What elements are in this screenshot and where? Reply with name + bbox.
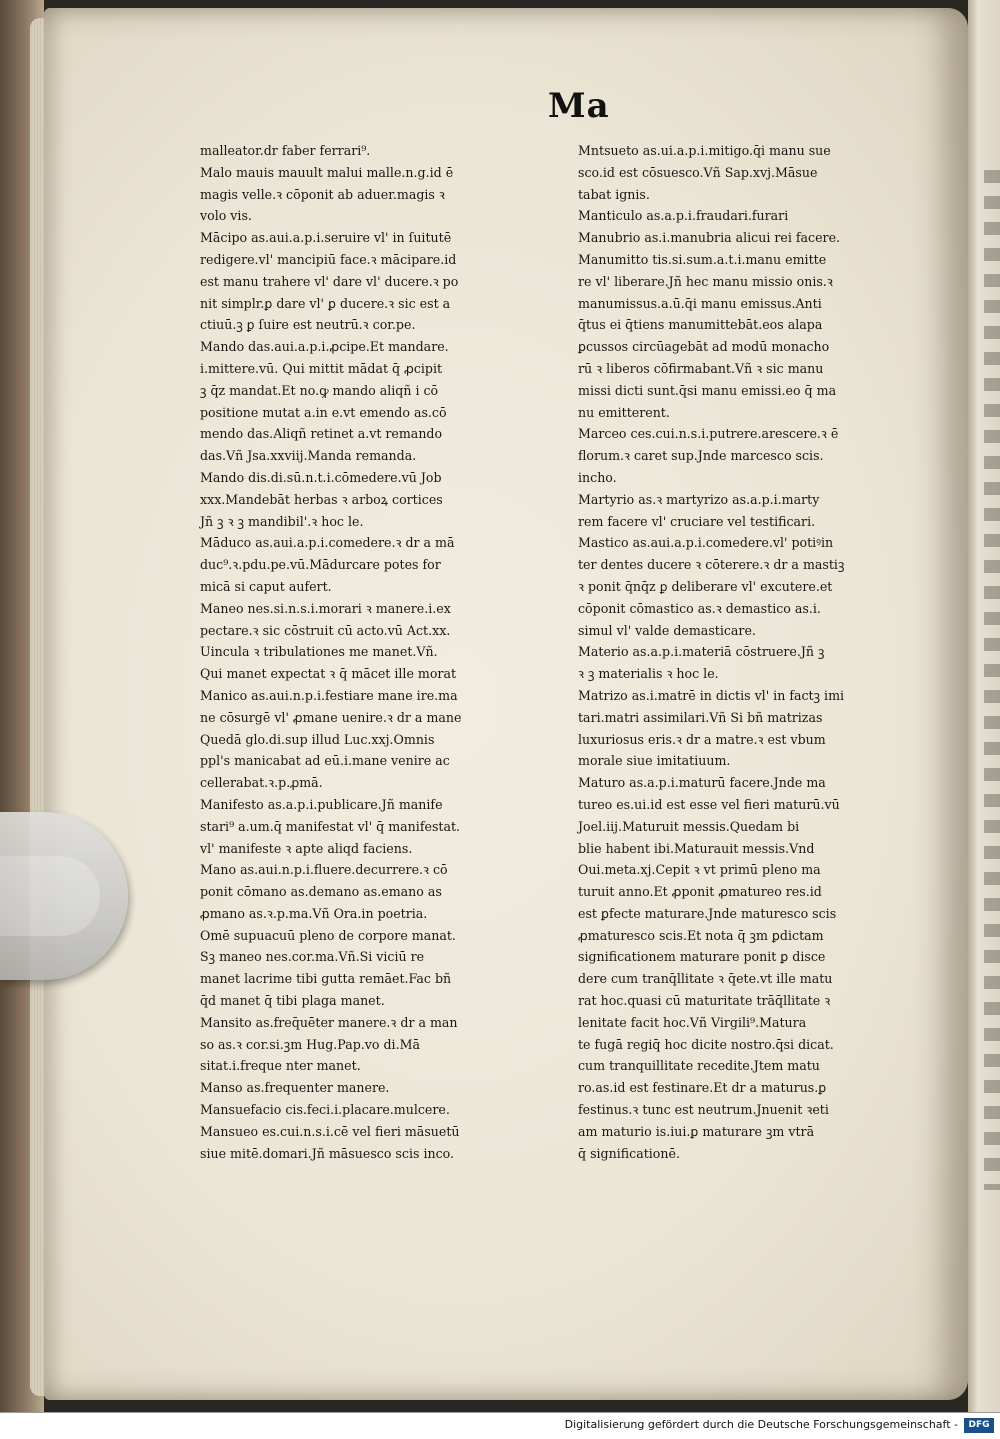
- facing-page-text: [984, 170, 1000, 1190]
- text-line: Maneo nes.si.n.s.i.morari ꝛ manere.i.ex: [200, 600, 451, 616]
- text-line: Manumitto tis.si.sum.a.t.i.manu emitte: [578, 251, 827, 267]
- text-line: Mastico as.aui.a.p.i.comedere.vl' potiꝰin: [578, 535, 834, 551]
- text-line: positione mutat a.in e.vt emendo as.cō: [200, 404, 447, 420]
- text-line: nit simplr.ꝑ dare vl' ꝑ ducere.ꝛ sic est a: [200, 295, 451, 311]
- text-line: q̄tus ei q̄tiens manumittebāt.eos alapa: [578, 317, 823, 333]
- text-line: nu emitterent.: [578, 404, 670, 420]
- text-line: Māduco as.aui.a.p.i.comedere.ꝛ dr a mā: [200, 535, 455, 551]
- text-line: Omē supuacuū pleno de corpore manat.: [200, 927, 456, 943]
- text-line: redigere.vl' mancipiū face.ꝛ mācipare.id: [200, 251, 457, 267]
- text-line: Oui.meta.xj.Cepit ꝛ vt primū pleno ma: [578, 862, 821, 878]
- text-line: q̄ significationē.: [578, 1145, 680, 1161]
- dfg-logo: DFG: [964, 1418, 994, 1433]
- text-line: festinus.ꝛ tunc est neutrum.Jnuenit ꝛeti: [578, 1102, 829, 1118]
- text-line: Uincula ꝛ tribulationes me manet.Vñ.: [200, 644, 438, 660]
- text-line: Mando das.aui.a.p.i.ꝓcipe.Et mandare.: [200, 339, 449, 355]
- text-line: simul vl' valde demasticare.: [578, 622, 756, 638]
- text-line: te fugā regiq̄ hoc dicite nostro.q̄si dicat.: [578, 1036, 834, 1052]
- text-line: mendo das.Aliqñ retinet a.vt remando: [200, 426, 443, 442]
- text-line: est manu trahere vl' dare vl' ducere.ꝛ po: [200, 273, 459, 289]
- text-line: Marceo ces.cui.n.s.i.putrere.arescere.ꝛ ē: [578, 426, 839, 442]
- text-line: manumissus.a.ū.q̄i manu emissus.Anti: [578, 295, 822, 311]
- text-line: rem facere vl' cruciare vel testificari.: [578, 513, 816, 529]
- text-line: Manso as.frequenter manere.: [200, 1080, 390, 1096]
- text-line: ꝛ ponit q̄nq̄z ꝑ deliberare vl' excutere.et: [578, 578, 833, 594]
- text-line: dere cum tranq̄llitate ꝛ q̄ete.vt ille matu: [578, 971, 833, 987]
- running-headword: Ma: [548, 86, 610, 126]
- text-line: Matrizo as.i.matrē in dictis vl' in factꝫ imi: [578, 687, 845, 703]
- footer-credit: Digitalisierung gefördert durch die Deutsche Forschungsgemeinschaft -: [564, 1418, 958, 1431]
- text-line: ter dentes ducere ꝛ cōterere.ꝛ dr a mastiꝫ: [578, 557, 845, 573]
- text-line: ꝑcussos circūagebāt ad modū monacho: [578, 339, 830, 355]
- text-line: missi dicti sunt.q̄si manu emissi.eo q̄ ma: [578, 382, 837, 398]
- text-line: cellerabat.ꝛ.p.ꝓmā.: [200, 775, 323, 791]
- text-line: so as.ꝛ cor.si.ꝫm Hug.Pap.vo di.Mā: [200, 1036, 420, 1052]
- text-line: Mando dis.di.sū.n.t.i.cōmedere.vū Job: [200, 469, 442, 485]
- left-text-column: [200, 140, 572, 1164]
- text-line: malleator.dr faber ferrari⁹.: [200, 143, 371, 158]
- text-line: florum.ꝛ caret sup.Jnde marcesco scis.: [578, 448, 824, 464]
- text-line: ꝛ ꝫ materialis ꝛ hoc le.: [578, 666, 719, 682]
- text-line: rat hoc.quasi cū maturitate trāq̄llitate ꝛ: [578, 993, 831, 1009]
- text-line: manet lacrime tibi gutta remāet.Fac bñ: [200, 971, 452, 987]
- text-line: cum tranquillitate recedite.Jtem matu: [578, 1058, 820, 1074]
- text-line: Jñ ꝫ ꝛ ꝫ mandibil'.ꝛ hoc le.: [200, 513, 364, 529]
- text-line: Quedā glo.di.sup illud Luc.xxj.Omnis: [200, 731, 435, 747]
- text-line: micā si caput aufert.: [200, 578, 332, 594]
- text-line: est ꝑfecte maturare.Jnde maturesco scis: [578, 905, 837, 921]
- text-line: lenitate facit hoc.Vñ Virgili⁹.Matura: [578, 1014, 807, 1030]
- text-line: vl' manifeste ꝛ apte aliqd faciens.: [200, 840, 413, 856]
- text-line: Maturo as.a.p.i.maturū facere.Jnde ma: [578, 775, 826, 791]
- text-line: Qui manet expectat ꝛ q̄ mācet ille morat: [200, 666, 457, 682]
- text-line: ro.as.id est festinare.Et dr a maturus.ꝑ: [578, 1080, 827, 1096]
- facing-page-edge: [968, 0, 1000, 1412]
- text-line: tari.matri assimilari.Vñ Si bñ matrizas: [578, 709, 823, 725]
- text-line: Manticulo as.a.p.i.fraudari.furari: [578, 208, 789, 224]
- text-line: luxuriosus eris.ꝛ dr a matre.ꝛ est vbum: [578, 731, 826, 747]
- text-line: sco.id est cōsuesco.Vñ Sap.xvj.Māsue: [578, 164, 818, 180]
- text-line: Manubrio as.i.manubria alicui rei facere.: [578, 230, 841, 246]
- text-line: turuit anno.Et ꝓponit ꝓmatureo res.id: [578, 884, 822, 900]
- footer-bar: [0, 1412, 1000, 1439]
- text-line: Mansuefacio cis.feci.i.placare.mulcere.: [200, 1102, 450, 1118]
- text-line: incho.: [578, 469, 617, 485]
- text-line: stari⁹ a.um.q̄ manifestat vl' q̄ manifestat.: [200, 818, 461, 834]
- text-line: rū ꝛ liberos cōfirmabant.Vñ ꝛ sic manu: [578, 360, 824, 376]
- text-line: Martyrio as.ꝛ martyrizo as.a.p.i.marty: [578, 491, 820, 507]
- text-line: Mansueo es.cui.n.s.i.cē vel fieri māsuetū: [200, 1123, 460, 1139]
- text-line: Manico as.aui.n.p.i.festiare mane ire.ma: [200, 687, 458, 703]
- text-line: duc⁹.ꝛ.pdu.pe.vū.Mādurcare potes for: [200, 557, 441, 573]
- text-line: significationem maturare ponit ꝑ disce: [578, 949, 826, 965]
- text-line: morale siue imitatiuum.: [578, 753, 731, 769]
- text-line: ꝫ q̄z mandat.Et no.ꝙ mando aliqñ i cō: [200, 382, 439, 398]
- text-line: cōponit cōmastico as.ꝛ demastico as.i.: [578, 600, 821, 616]
- text-line: re vl' liberare.Jñ hec manu missio onis.ꝛ: [578, 273, 833, 289]
- text-line: am maturio is.iui.ꝑ maturare ꝫm vtrā: [578, 1123, 815, 1139]
- text-line: ponit cōmano as.demano as.emano as: [200, 884, 442, 900]
- text-line: ctiuū.ꝫ ꝑ ſuire est neutrū.ꝛ cor.pe.: [200, 317, 416, 333]
- text-line: Mano as.aui.n.p.i.fluere.decurrere.ꝛ cō: [200, 862, 448, 878]
- text-line: Manifesto as.a.p.i.publicare.Jñ manife: [200, 796, 443, 812]
- text-line: siue mitē.domari.Jñ māsuesco scis inco.: [200, 1145, 454, 1161]
- text-line: i.mittere.vū. Qui mittit mādat q̄ ꝓcipit: [200, 360, 443, 376]
- text-line: blie habent ibi.Maturauit messis.Vnd: [578, 840, 815, 856]
- text-line: Mācipo as.aui.a.p.i.seruire vl' in ſuitutē: [200, 230, 452, 246]
- text-line: Sꝫ maneo nes.cor.ma.Vñ.Si viciū re: [200, 949, 425, 965]
- text-line: ppl's manicabat ad eū.i.mane venire ac: [200, 753, 450, 769]
- text-line: ꝓmano as.ꝛ.p.ma.Vñ Ora.in poetria.: [200, 905, 428, 921]
- text-line: pectare.ꝛ sic cōstruit cū acto.vū Act.xx.: [200, 622, 451, 638]
- text-line: xxx.Mandebāt herbas ꝛ arboꝝ cortices: [200, 491, 443, 507]
- text-line: ne cōsurgē vl' ꝓmane uenire.ꝛ dr a mane: [200, 709, 462, 725]
- text-line: volo vis.: [200, 208, 252, 224]
- right-text-column: [578, 140, 934, 1164]
- text-line: sitat.i.freque nter manet.: [200, 1058, 361, 1074]
- text-line: Mansito as.freq̄uēter manere.ꝛ dr a man: [200, 1014, 458, 1030]
- text-line: magis velle.ꝛ cōponit ab aduer.magis ꝛ: [200, 186, 445, 202]
- text-line: tureo es.ui.id est esse vel fieri maturū.vū: [578, 796, 840, 812]
- text-line: q̄d manet q̄ tibi plaga manet.: [200, 993, 385, 1009]
- text-line: das.Vñ Jsa.xxviij.Manda remanda.: [200, 448, 417, 464]
- text-line: ꝓmaturesco scis.Et nota q̄ ꝫm ꝑdictam: [578, 927, 824, 943]
- text-line: Mntsueto as.ui.a.p.i.mitigo.q̄i manu sue: [578, 143, 831, 158]
- text-line: Malo mauis mauult malui malle.n.g.id ē: [200, 164, 454, 180]
- text-line: tabat ignis.: [578, 186, 650, 202]
- text-line: Materio as.a.p.i.materiā cōstruere.Jñ ꝫ: [578, 644, 825, 660]
- text-line: Joel.iij.Maturuit messis.Quedam bi: [578, 818, 800, 834]
